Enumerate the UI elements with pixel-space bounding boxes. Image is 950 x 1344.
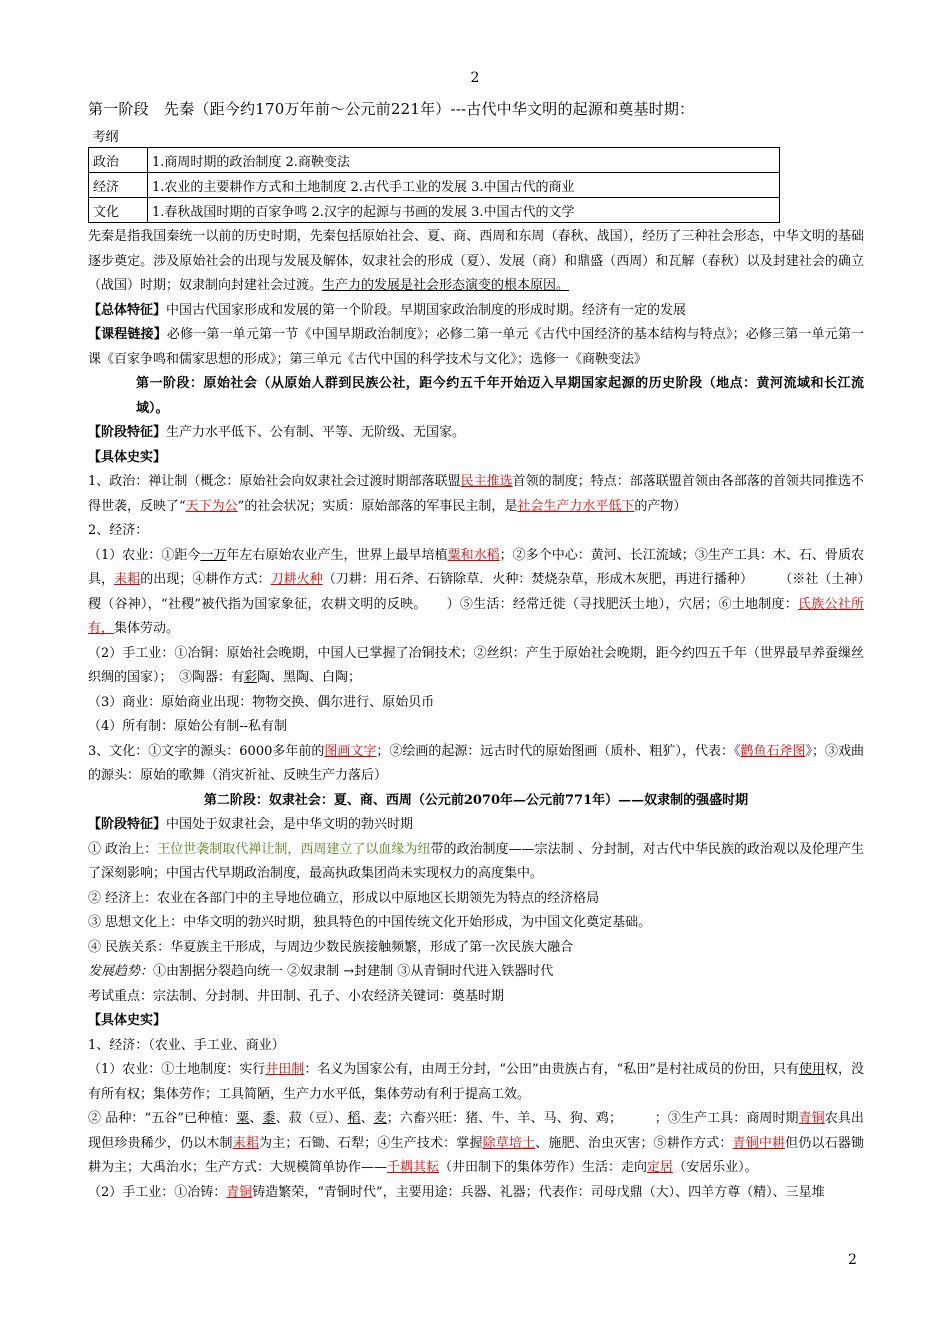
text-run: 3、文化：①文字的源头：6000多年前的	[88, 743, 325, 759]
stage2-crops-tools	[88, 1107, 864, 1181]
trend-text: ①由割据分裂趋向统一 ②奴隶制 →封建制 ③从青铜时代进入铁器时代	[153, 964, 554, 979]
stage1-facts-label: 【具体史实】	[88, 449, 167, 465]
outline-row	[89, 173, 780, 198]
overall-text: 中国古代国家形成和发展的第一个阶段。早期国家政治制度的形成时期。经济有一定的发展	[166, 302, 687, 318]
outline-row	[89, 198, 780, 223]
key-term: 社会生产力水平低下	[517, 498, 635, 514]
key-term: 鹳鱼石斧图	[740, 743, 806, 759]
overall-feature	[88, 299, 864, 324]
text-run: 农具出现但珍贵稀少，仍以木制	[88, 1111, 864, 1151]
key-term: 氏族公社所有，	[88, 596, 864, 636]
underlined-term: 稻	[347, 1111, 361, 1126]
stage2-land-system	[88, 1058, 864, 1107]
text-run: 、施肥、治虫灭害；⑤耕作方式：	[535, 1135, 733, 1151]
stage1-handicraft	[88, 642, 864, 691]
key-term: 千耦其耘	[387, 1160, 440, 1175]
text-run: 的产物）	[634, 498, 687, 514]
text-run: 、菽（豆）、	[275, 1111, 348, 1126]
outline-category: 政治	[89, 148, 148, 173]
text-run: 铸造繁荣，“青铜时代”，主要用途：兵器、礼器；代表作：司母戊鼎（大）、四羊方尊（精）、三星堆	[252, 1184, 825, 1200]
stage2-keys: 考试重点：宗法制、分封制、井田制、孔子、小农经济关键词：奠基时期	[88, 988, 505, 1004]
text-run: ；②绘画的起源：远古时代的原始图画（质朴、粗犷），代表：《	[376, 743, 741, 759]
text-run: ”的社会状况；实质：原始部落的军事民主制，是	[237, 498, 518, 514]
text-run: ：名义为国家公有，由周王分封，“公田”由贵族占有，“私田”是村社成员的份田，只有	[304, 1062, 799, 1077]
key-term: 刀耕火种	[270, 572, 323, 587]
stage1-politics	[88, 470, 864, 519]
stage1-ownership: （4）所有制：原始公有制--私有制	[88, 719, 288, 734]
text-run: 带的政治制度——宗法制 、分封制，对古代中华民族的政治观以及伦理产生了深刻影响；中国古代早期政治制度，最高执政集团尚未实现权力的高度集中。	[88, 841, 864, 881]
stage2-feature-label: 【阶段特征】	[88, 817, 167, 832]
outline-table	[88, 123, 780, 223]
text-run: 权，没有所有权；集体劳作；工具简陋，生产力水平低，集体劳动有利于提高工效。	[88, 1062, 864, 1102]
text-run: 的出现；④耕作方式：	[140, 572, 271, 587]
text-run: 、	[360, 1111, 374, 1126]
stage1-economy: 2、经济：	[88, 523, 149, 538]
underlined-term: 使用	[798, 1062, 825, 1077]
text-run: （2）手工业：①冶铸：	[88, 1184, 227, 1200]
text-run: ；②多个中心：黄河、长江流域；③生产工具：木、石、骨质农具，	[88, 547, 864, 587]
main-title: 第一阶段 先秦（距今约170万年前～公元前221年）---古代中华文明的起源和奠基时期：	[88, 100, 695, 118]
outline-text: 1.春秋战国时期的百家争鸣 2.汉字的起源与书画的发展 3.中国古代的文学	[148, 198, 780, 223]
intro-paragraph	[88, 225, 864, 299]
outline-row	[89, 148, 780, 173]
text-run: （刀耕：用石斧、石锛除草．火种：焚烧杂草，形成木灰肥，再进行播种） （※社（土神）稷（谷神），“社稷”被代指为国家象征，农耕文明的反映。 ）⑤生活：经常迁徙（寻找肥沃土地），穴居；⑥土地制度：	[88, 572, 864, 612]
course-text: 必修一第一单元第一节《中国早期政治制度》；必修二第一单元《古代中国经济的基本结构与特点》；必修三第一单元第一课《百家争鸣和儒家思想的形成》；第三单元《古代中国的科学技术与文化》；选修一《商鞅变法》	[88, 327, 864, 367]
text-run: ；六畜兴旺：猪、牛、羊、马、狗、鸡； ；③生产工具：商周时期	[386, 1111, 799, 1126]
body-content	[88, 225, 864, 1205]
text-run: （1）农业：①距今	[88, 547, 201, 563]
text-run: 首领的制度；特点：部落联盟首领由各部落的首领共同推选不得世袭，反映了“	[88, 474, 864, 514]
stage1-feature-label: 【阶段特征】	[88, 425, 167, 440]
course-label: 【课程链接】	[88, 327, 167, 342]
key-term: 定居	[647, 1160, 674, 1175]
stage1-commerce: （3）商业：原始商业出现：物物交换、偶尔进行、原始贝币	[88, 694, 435, 710]
stage1-culture	[88, 740, 864, 789]
outline-category: 经济	[89, 173, 148, 198]
text-run: （2）手工业：①冶铜：原始社会晚期，中国人已掌握了冶铜技术；②丝织：产生于原始社会晚期，距今约四五千年（世界最早养蚕缫丝织绸的国家）； ③陶器：有	[88, 645, 864, 685]
stage1-agriculture	[88, 544, 864, 642]
stage2-culture-feature: ③ 思想文化上：中华文明的勃兴时期，独具特色的中国传统文化开始形成，为中国文化奠定基础。	[88, 915, 652, 930]
stage2-economy-feature: ② 经济上：农业在各部门中的主导地位确立，形成以中原地区长期领先为特点的经济格局	[88, 890, 600, 906]
underlined-term: 黍	[262, 1111, 276, 1126]
underlined-term: 麦	[373, 1111, 387, 1126]
stage2-politics	[88, 838, 864, 887]
highlighted-text: 王位世袭制取代禅让制，西周建立了以血缘为纽	[157, 841, 431, 857]
key-term: 粟和水稻	[447, 547, 500, 563]
outline-text: 1.农业的主要耕作方式和土地制度 2.古代手工业的发展 3.中国古代的商业	[148, 173, 780, 198]
outline-heading-row	[89, 123, 780, 148]
text-run: 》；③戏曲的源头：原始的歌舞（消灾祈祉、反映生产力落后）	[88, 743, 864, 783]
text-run: 、	[249, 1111, 263, 1126]
intro-key-point: 生产力的发展是社会形态演变的根本原因。	[322, 278, 570, 293]
key-term: 除草培土	[482, 1135, 536, 1151]
underlined-term: 彩	[244, 670, 258, 685]
outline-text: 1.商周时期的政治制度 2.商鞅变法	[148, 148, 780, 173]
stage1-feature-text: 生产力水平低下、公有制、平等、无阶级、无国家。	[166, 425, 466, 440]
course-link	[88, 323, 864, 372]
text-run: （井田制下的集体劳作）生活：走向	[439, 1160, 648, 1175]
text-run: ① 政治上：	[88, 841, 158, 857]
stage2-heading: 第二阶段：奴隶社会：夏、商、西周（公元前2070年—公元前771年）——奴隶制的强盛时期	[203, 792, 749, 808]
stage2-feature	[88, 813, 864, 838]
text-run: 1、政治：禅让制（概念：原始社会向奴隶社会过渡时期部落联盟	[88, 474, 461, 489]
stage2-facts-label: 【具体史实】	[88, 1013, 167, 1028]
stage2-economy: 1、经济：（农业、手工业、商业）	[88, 1037, 285, 1053]
key-term: 井田制	[265, 1062, 305, 1077]
overall-label: 【总体特征】	[88, 302, 167, 318]
text-run: 为主；石锄、石犁；④生产技术：掌握	[259, 1135, 483, 1151]
trend-label: 发展趋势：	[88, 964, 154, 979]
text-run: 年左右原始农业产生，世界上最早培植	[226, 547, 448, 563]
stage2-handicraft	[88, 1181, 864, 1206]
text-run: 但仍以石器锄耕为主；大禹治水；生产方式：大规模简单协作——	[88, 1135, 864, 1175]
stage1-heading: 第一阶段：原始社会（从原始人群到民族公社，距今约五千年开始迈入早期国家起源的历史阶段（地点：黄河流域和长江流域）。	[136, 376, 864, 416]
text-run: （1）农业：①土地制度：实行	[88, 1062, 266, 1077]
key-term: 青铜	[226, 1184, 253, 1200]
page-number-bottom: 2	[848, 1252, 857, 1268]
key-term: 图画文字	[324, 743, 377, 759]
text-run: ② 品种：“五谷”已种植：	[88, 1111, 237, 1126]
key-term: 耒耜	[114, 572, 141, 587]
outline-heading: 考纲	[89, 123, 780, 148]
intro-text: 先秦是指我国秦统一以前的历史时期，先秦包括原始社会、夏、商、西周和东周（春秋、战国），经历了三种社会形态，中华文明的基础逐步奠定。涉及原始社会的出现与发展及解体，奴隶社会的形成（夏）、发展（商）和鼎盛（西周）和瓦解（春秋）以及封建社会的确立（战国）时期；奴隶制向封建社会过渡。	[88, 229, 864, 293]
stage1-feature	[88, 421, 864, 446]
key-term: 天下为公	[185, 498, 238, 514]
stage2-trend	[88, 960, 864, 985]
key-term: 民主推选	[460, 474, 513, 489]
key-term: 青铜中耕	[732, 1135, 786, 1151]
outline-category: 文化	[89, 198, 148, 223]
stage2-feature-text: 中国处于奴隶社会，是中华文明的勃兴时期	[166, 817, 414, 832]
text-run: 集体劳动。	[114, 621, 180, 636]
text-run: 陶、黑陶、白陶；	[257, 670, 362, 685]
underlined-term: 一万	[200, 547, 227, 563]
stage2-ethnic-feature: ④ 民族关系：华夏族主干形成，与周边少数民族接触频繁，形成了第一次民族大融合	[88, 939, 574, 955]
text-run: （安居乐业）。	[673, 1160, 758, 1175]
page-number-top: 2	[470, 70, 480, 86]
key-term: 耒耜	[232, 1135, 259, 1151]
key-term: 青铜	[798, 1111, 825, 1126]
underlined-term: 粟	[236, 1111, 250, 1126]
